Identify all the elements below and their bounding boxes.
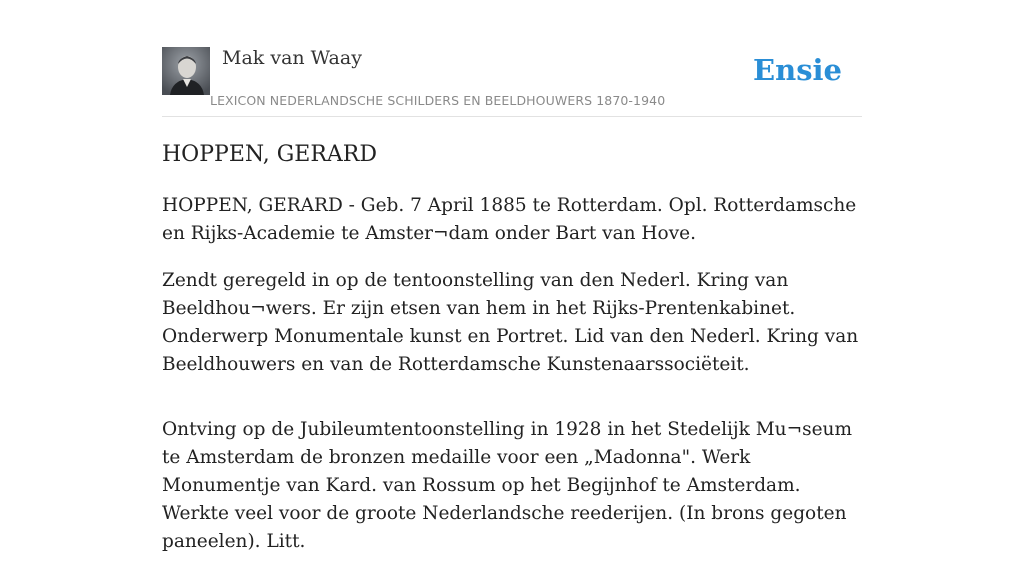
ensie-logo[interactable]: Ensie: [753, 53, 842, 87]
header: [162, 46, 862, 117]
entry-paragraph: Zendt geregeld in op de tentoonstelling van den Nederl. Kring van Beeldhou¬wers. Er zijn etsen van hem in het Rijks-Prentenkabinet. Onderwerp Monumentale kunst en Portret. Lid van den Nederl. Kring van Beeldhouwers en van de Rotterdamsche Kunstenaarssociëteit.: [162, 270, 859, 375]
entry-title: HOPPEN, GERARD: [162, 142, 378, 167]
book-title-link[interactable]: LEXICON NEDERLANDSCHE SCHILDERS EN BEELDHOUWERS 1870-1940: [210, 93, 666, 108]
author-name[interactable]: Mak van Waay: [222, 47, 362, 69]
portrait-image: [162, 47, 210, 95]
entry-paragraph: Ontving op de Jubileumtentoonstelling in 1928 in het Stedelijk Mu¬seum te Amsterdam de bronzen medaille voor een „Madonna". Werk Monumentje van Kard. van Rossum op het Begijnhof te Amsterdam. Werkte veel voor de groote Nederlandsche reederijen. (In brons gegoten paneelen). Litt.: [162, 419, 852, 552]
entry-body: [162, 192, 862, 575]
author-avatar[interactable]: [162, 47, 210, 95]
entry-paragraph: HOPPEN, GERARD - Geb. 7 April 1885 te Rotterdam. Opl. Rotterdamsche en Rijks-Academie te Amster¬dam onder Bart van Hove.: [162, 195, 857, 244]
